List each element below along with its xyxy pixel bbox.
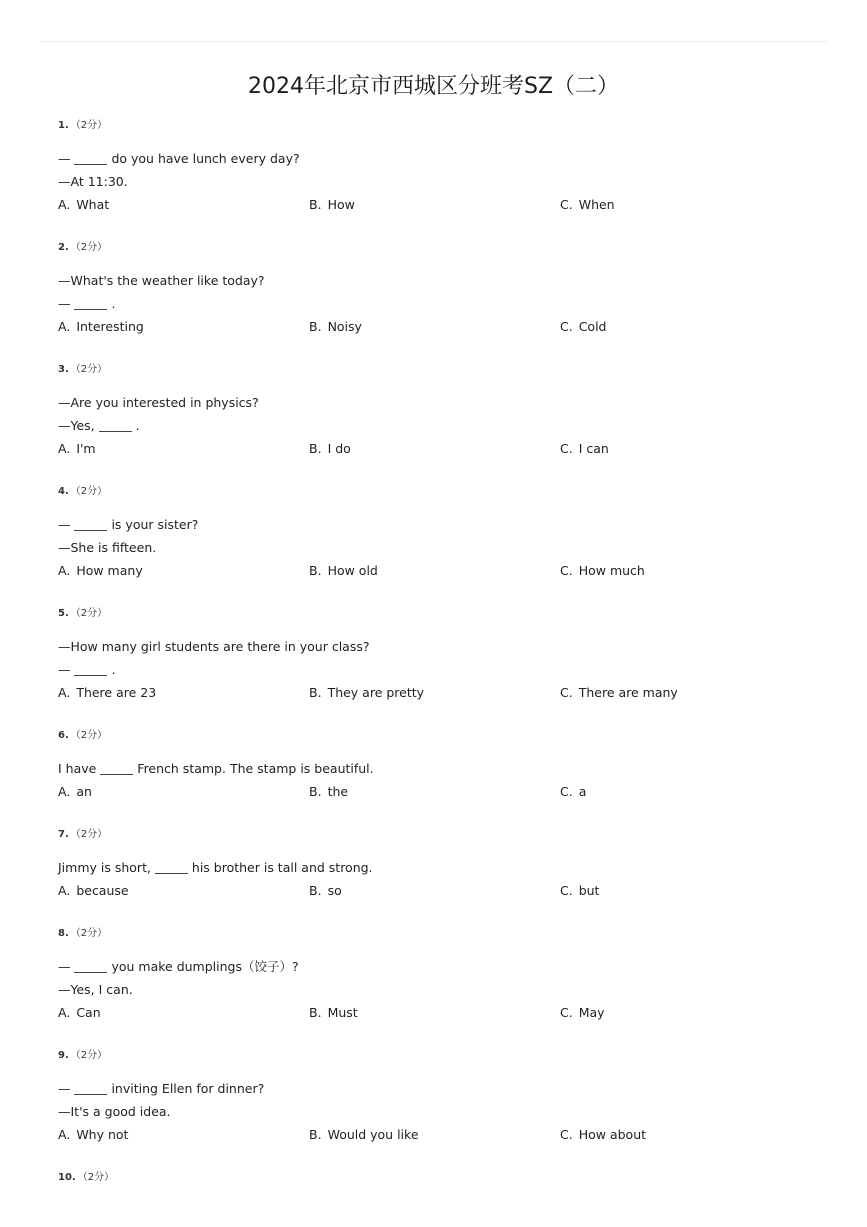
- option-text: so: [327, 883, 342, 898]
- answer-option[interactable]: [560, 681, 678, 704]
- question-points: （2分）: [70, 928, 108, 939]
- question-text-suffix: his brother is tall and strong.: [187, 860, 373, 875]
- answer-options: [58, 1123, 838, 1146]
- question-text-line: [58, 170, 838, 193]
- question-item: [58, 729, 838, 803]
- option-text: I do: [327, 441, 351, 456]
- answer-option[interactable]: [58, 879, 129, 902]
- option-text: There are 23: [76, 685, 157, 700]
- option-letter: C.: [560, 685, 573, 700]
- option-letter: A.: [58, 1005, 71, 1020]
- option-text: Noisy: [327, 319, 362, 334]
- question-text-line: [58, 147, 838, 170]
- page-title: 2024年北京市西城区分班考SZ（二）: [247, 74, 620, 99]
- option-text: May: [578, 1005, 605, 1020]
- answer-blank: [74, 295, 107, 310]
- answer-option[interactable]: [309, 193, 355, 216]
- answer-option[interactable]: [560, 193, 615, 216]
- option-text: the: [327, 784, 349, 799]
- answer-option[interactable]: [560, 315, 607, 338]
- question-text-prefix: —: [58, 1081, 75, 1096]
- answer-option[interactable]: [309, 879, 342, 902]
- question-number: 2.: [58, 242, 69, 253]
- answer-option[interactable]: [309, 1001, 358, 1024]
- answer-option[interactable]: [309, 780, 348, 803]
- question-text-prefix: —It's a good idea.: [58, 1104, 171, 1119]
- answer-option[interactable]: [560, 559, 645, 582]
- answer-option[interactable]: [58, 193, 109, 216]
- option-letter: B.: [309, 784, 322, 799]
- question-text-prefix: Jimmy is short,: [58, 860, 155, 875]
- question-number: 10.: [58, 1172, 76, 1183]
- answer-option[interactable]: [560, 780, 586, 803]
- question-header: [58, 607, 838, 621]
- answer-option[interactable]: [560, 437, 609, 460]
- option-text: How: [327, 197, 355, 212]
- option-text: They are pretty: [327, 685, 425, 700]
- question-text-prefix: —: [58, 662, 75, 677]
- question-text-line: [58, 269, 838, 292]
- question-header: [58, 363, 838, 377]
- question-item: [58, 241, 838, 338]
- question-points: （2分）: [70, 608, 108, 619]
- question-text-line: [58, 1077, 838, 1100]
- question-text-line: [58, 513, 838, 536]
- question-number: 3.: [58, 364, 69, 375]
- question-header: [58, 729, 838, 743]
- question-points: （2分）: [70, 242, 108, 253]
- answer-blank: [74, 958, 107, 973]
- question-text-line: [58, 856, 838, 879]
- answer-option[interactable]: [309, 1123, 419, 1146]
- answer-option[interactable]: [58, 437, 96, 460]
- question-text-prefix: —Are you interested in physics?: [58, 395, 259, 410]
- option-letter: B.: [309, 685, 322, 700]
- option-letter: B.: [309, 1127, 322, 1142]
- question-text-line: [58, 978, 838, 1001]
- answer-options: [58, 559, 838, 582]
- option-letter: C.: [560, 883, 573, 898]
- answer-blank: [155, 859, 188, 874]
- question-text-prefix: —Yes, I can.: [58, 982, 133, 997]
- question-text-suffix: do you have lunch every day?: [107, 151, 300, 166]
- question-text-line: [58, 757, 838, 780]
- option-letter: C.: [560, 1127, 573, 1142]
- answer-options: [58, 437, 838, 460]
- question-points: （2分）: [77, 1172, 115, 1183]
- question-text-prefix: —At 11:30.: [58, 174, 128, 189]
- answer-options: [58, 193, 838, 216]
- question-item: [58, 119, 838, 216]
- option-letter: B.: [309, 1005, 322, 1020]
- question-number: 9.: [58, 1050, 69, 1061]
- question-item: [58, 828, 838, 902]
- question-item: [58, 363, 838, 460]
- question-points: （2分）: [70, 1050, 108, 1061]
- option-text: Interesting: [76, 319, 144, 334]
- option-text: an: [76, 784, 92, 799]
- question-item: [58, 485, 838, 582]
- option-letter: A.: [58, 784, 71, 799]
- answer-option[interactable]: [58, 1123, 128, 1146]
- option-letter: C.: [560, 1005, 573, 1020]
- answer-blank: [100, 760, 133, 775]
- option-letter: A.: [58, 1127, 71, 1142]
- answer-blank: [74, 661, 107, 676]
- question-points: （2分）: [70, 486, 108, 497]
- question-text-line: [58, 292, 838, 315]
- question-header: [58, 1171, 838, 1185]
- page-top-rule: [40, 41, 827, 42]
- question-text-prefix: —Yes,: [58, 418, 99, 433]
- option-text: but: [578, 883, 600, 898]
- option-letter: A.: [58, 883, 71, 898]
- question-points: （2分）: [70, 120, 108, 131]
- answer-option[interactable]: [58, 559, 143, 582]
- option-letter: C.: [560, 441, 573, 456]
- question-text-prefix: —What's the weather like today?: [58, 273, 265, 288]
- question-points: （2分）: [70, 730, 108, 741]
- question-text-suffix: inviting Ellen for dinner?: [107, 1081, 265, 1096]
- question-text-prefix: —She is fifteen.: [58, 540, 157, 555]
- answer-options: [58, 879, 838, 902]
- answer-options: [58, 681, 838, 704]
- option-letter: A.: [58, 197, 71, 212]
- question-text-line: [58, 391, 838, 414]
- answer-option[interactable]: [560, 1123, 646, 1146]
- question-text-prefix: —: [58, 959, 75, 974]
- answer-option[interactable]: [309, 559, 378, 582]
- question-item: [58, 1049, 838, 1146]
- option-text: Would you like: [327, 1127, 419, 1142]
- question-text-suffix: .: [107, 296, 116, 311]
- option-letter: B.: [309, 319, 322, 334]
- question-points: （2分）: [70, 364, 108, 375]
- question-number: 5.: [58, 608, 69, 619]
- question-points: （2分）: [70, 829, 108, 840]
- question-text-line: [58, 1100, 838, 1123]
- answer-option[interactable]: [560, 1001, 605, 1024]
- question-header: [58, 1049, 838, 1063]
- answer-option[interactable]: [309, 681, 424, 704]
- option-text: Must: [327, 1005, 358, 1020]
- question-text-suffix: .: [131, 418, 140, 433]
- question-text-line: [58, 658, 838, 681]
- answer-options: [58, 315, 838, 338]
- answer-blank: [74, 516, 107, 531]
- option-text: I'm: [76, 441, 96, 456]
- question-text-suffix: French stamp. The stamp is beautiful.: [133, 761, 374, 776]
- question-text-prefix: —: [58, 517, 75, 532]
- option-text: Why not: [76, 1127, 129, 1142]
- question-text-line: [58, 955, 838, 978]
- answer-option[interactable]: [58, 780, 92, 803]
- question-number: 6.: [58, 730, 69, 741]
- question-text-line: [58, 414, 838, 437]
- option-text: because: [76, 883, 129, 898]
- answer-option[interactable]: [309, 437, 351, 460]
- option-letter: A.: [58, 441, 71, 456]
- option-text: How about: [578, 1127, 647, 1142]
- question-number: 4.: [58, 486, 69, 497]
- option-letter: A.: [58, 685, 71, 700]
- question-text-suffix: .: [107, 662, 116, 677]
- question-number: 1.: [58, 120, 69, 131]
- option-letter: A.: [58, 563, 71, 578]
- question-number: 7.: [58, 829, 69, 840]
- option-text: Cold: [578, 319, 607, 334]
- option-letter: B.: [309, 441, 322, 456]
- question-text-suffix: you make dumplings（饺子）?: [107, 959, 299, 974]
- option-letter: B.: [309, 197, 322, 212]
- question-item: [58, 607, 838, 704]
- option-letter: C.: [560, 319, 573, 334]
- option-text: How old: [327, 563, 378, 578]
- question-text-prefix: —: [58, 296, 75, 311]
- option-text: How much: [578, 563, 645, 578]
- answer-option[interactable]: [309, 315, 362, 338]
- question-header: [58, 241, 838, 255]
- option-letter: A.: [58, 319, 71, 334]
- question-text-prefix: —How many girl students are there in your class?: [58, 639, 370, 654]
- answer-option[interactable]: [58, 315, 144, 338]
- question-item: [58, 927, 838, 1024]
- question-text-prefix: I have: [58, 761, 101, 776]
- option-letter: B.: [309, 563, 322, 578]
- question-item: [58, 1171, 838, 1199]
- question-text-line: [58, 536, 838, 559]
- option-text: How many: [76, 563, 143, 578]
- question-header: [58, 485, 838, 499]
- question-number: 8.: [58, 928, 69, 939]
- option-text: a: [578, 784, 587, 799]
- option-text: There are many: [578, 685, 678, 700]
- option-letter: C.: [560, 563, 573, 578]
- option-text: I can: [578, 441, 609, 456]
- answer-blank: [99, 417, 132, 432]
- question-text-prefix: —: [58, 151, 75, 166]
- option-letter: C.: [560, 784, 573, 799]
- question-text-suffix: is your sister?: [107, 517, 199, 532]
- option-letter: C.: [560, 197, 573, 212]
- option-letter: B.: [309, 883, 322, 898]
- question-text-line: [58, 635, 838, 658]
- option-text: When: [578, 197, 615, 212]
- option-text: What: [76, 197, 110, 212]
- answer-blank: [74, 1080, 107, 1095]
- answer-option[interactable]: [58, 1001, 101, 1024]
- question-header: [58, 927, 838, 941]
- question-header: [58, 119, 838, 133]
- answer-options: [58, 1001, 838, 1024]
- answer-options: [58, 780, 838, 803]
- question-header: [58, 828, 838, 842]
- answer-blank: [74, 150, 107, 165]
- answer-option[interactable]: [560, 879, 599, 902]
- option-text: Can: [76, 1005, 101, 1020]
- answer-option[interactable]: [58, 681, 156, 704]
